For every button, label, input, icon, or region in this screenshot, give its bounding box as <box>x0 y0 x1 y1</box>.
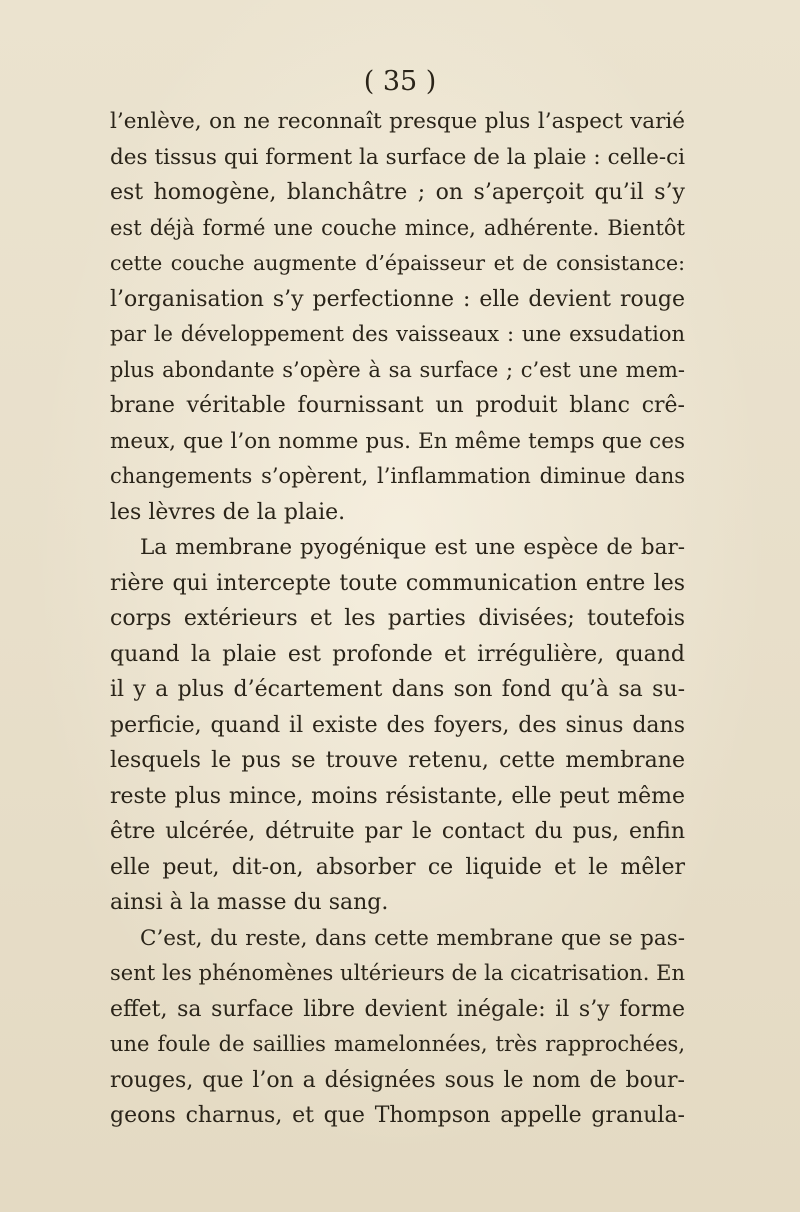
text-line: ainsi à la masse du sang. <box>110 890 389 915</box>
text-line: C’est, du reste, dans cette membrane que se pas- <box>140 925 685 951</box>
text-line: La membrane pyogénique est une espèce de bar- <box>140 535 685 560</box>
text-line: reste plus mince, moins résistante, elle peut même <box>110 783 685 809</box>
text-line: changements s’opèrent, l’inflammation diminue dans <box>110 464 685 488</box>
text-line: être ulcérée, détruite par le contact du pus, enfin <box>110 819 685 844</box>
text-line: sent les phénomènes ultérieurs de la cicatrisation. En <box>110 961 685 985</box>
text-line: des tissus qui forment la surface de la plaie : celle-ci <box>110 144 685 170</box>
text-line: l’enlève, on ne reconnaît presque plus l’aspect varié <box>110 109 685 134</box>
text-line: il y a plus d’écartement dans son fond qu’à sa su- <box>110 677 685 702</box>
text-line: corps extérieurs et les parties divisées; toutefois <box>110 606 685 631</box>
text-line: cette couche augmente d’épaisseur et de consistance: <box>110 251 685 275</box>
text-line: rouges, que l’on a désignées sous le nom de bour- <box>110 1067 685 1093</box>
text-line: meux, que l’on nomme pus. En même temps que ces <box>110 428 685 454</box>
paragraph-continuation <box>110 104 685 530</box>
text-line: plus abondante s’opère à sa surface ; c’est une mem- <box>110 357 685 382</box>
body-text <box>110 104 685 1134</box>
text-line: quand la plaie est profonde et irrégulière, quand <box>110 641 685 667</box>
paragraph-membrane-pyogenique <box>110 530 685 921</box>
text-line: geons charnus, et que Thompson appelle granula- <box>110 1103 685 1128</box>
text-line: une foule de saillies mamelonnées, très rapprochées, <box>110 1032 685 1056</box>
text-line: est homogène, blanchâtre ; on s’aperçoit qu’il s’y <box>110 180 685 205</box>
text-line: brane véritable fournissant un produit blanc crê- <box>110 393 685 418</box>
text-line: rière qui intercepte toute communication entre les <box>110 570 685 596</box>
text-line: effet, sa surface libre devient inégale: il s’y forme <box>110 996 685 1022</box>
text-line: est déjà formé une couche mince, adhérente. Bientôt <box>110 215 685 240</box>
text-line: les lèvres de la plaie. <box>110 499 346 525</box>
page-number: ( 35 ) <box>363 66 437 97</box>
text-line: perficie, quand il existe des foyers, des sinus dans <box>110 712 685 738</box>
text-line: par le développement des vaisseaux : une exsudation <box>110 322 685 346</box>
text-line: elle peut, dit-on, absorber ce liquide et le mêler <box>110 854 685 880</box>
text-line: lesquels le pus se trouve retenu, cette membrane <box>110 748 685 773</box>
text-line: l’organisation s’y perfectionne : elle devient rouge <box>110 286 685 312</box>
paragraph-cicatrisation <box>110 921 685 1134</box>
